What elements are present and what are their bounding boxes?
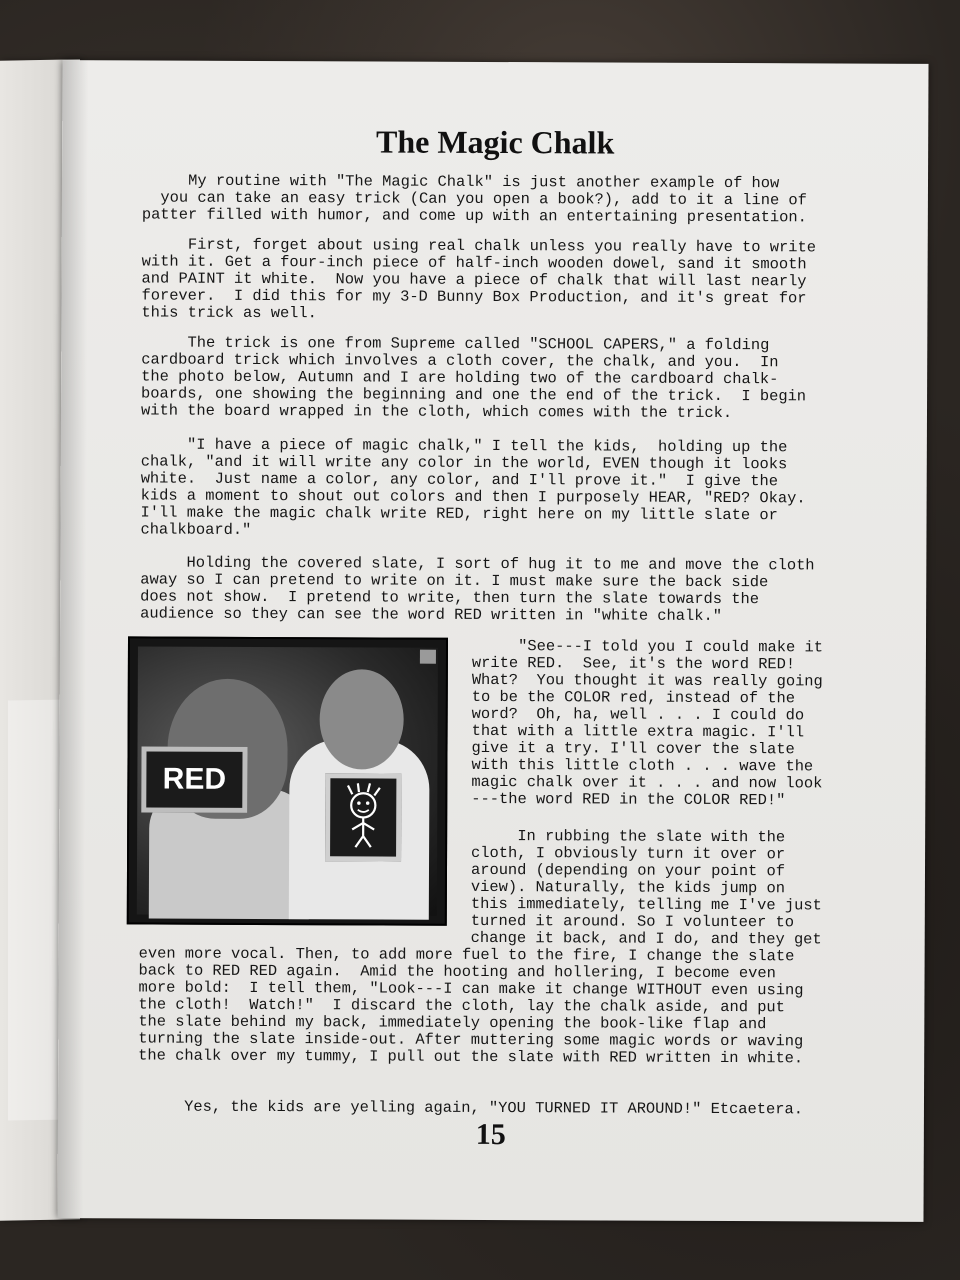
slate-drawing bbox=[325, 773, 401, 861]
booklet-page bbox=[57, 60, 928, 1222]
page-title: The Magic Chalk bbox=[375, 123, 615, 161]
photo-magician-and-child bbox=[127, 636, 448, 925]
photo-corner-mark bbox=[420, 650, 436, 664]
paragraph-patter: "I have a piece of magic chalk," I tell the kids, holding up the chalk, "and it will write any color in the world, EVEN though it looks white. Just name a color, any color, and I'll prove it." I give the kids a moment to shout out colors and then I purposely HEAR, "RED? Okay. I'll make the magic chalk write RED, right here on my little slate or chalkboard." bbox=[140, 435, 806, 539]
stick-figure-icon bbox=[330, 778, 396, 856]
paragraph-intro: My routine with "The Magic Chalk" is just another example of how you can take an easy trick (Can you open a book?), add to it a line of patter filled with humor, and come up with an entertaining presentation. bbox=[141, 171, 807, 227]
paragraph-closing: Yes, the kids are yelling again, "YOU TURNED IT AROUND!" Etcaetera. bbox=[137, 1097, 803, 1119]
paragraph-slate: Holding the covered slate, I sort of hug it to me and move the cloth away so I can pretend to write on it. I must make sure the back side does not show. I pretend to write, then turn the slate towards the audience so they can see the word RED written in "white chalk." bbox=[140, 553, 815, 625]
photo-child-head bbox=[319, 669, 403, 769]
paragraph-continuation: even more vocal. Then, to add more fuel to the fire, I change the slate back to RED RED again. Amid the hooting and hollering, I become even more bold: I tell them, "Look---I can make it change WITHOUT even using the cloth! Watch!" I discard the cloth, lay the chalk aside, and put the slate behind my back, immediately opening the book-like flap and turning the slate inside-out. After muttering some magic words or waving the chalk over my tummy, I pull out the slate with RED written in white. bbox=[138, 944, 804, 1068]
paragraph-side-rubbing: In rubbing the slate with the cloth, I obviously turn it over or around (depending on your point of view). Naturally, the kids jump on this immediately, telling me I've just turned it around. So I volunteer to change it back, and I do, and they get bbox=[470, 826, 822, 949]
slate-red-sign: RED bbox=[141, 746, 247, 812]
paragraph-side-see: "See---I told you I could make it write RED. See, it's the word RED! What? You thought it was really going to be the COLOR red, instead of the word? Oh, ha, well . . . I could do that with a little extra magic. I'll give it a try. I'll cover the slate with this little cloth . . . wave the magic chalk over it . . . and now look ---the word RED in the COLOR RED!" bbox=[471, 636, 823, 810]
paragraph-trick: The trick is one from Supreme called "SCHOOL CAPERS," a folding cardboard trick which involves a cloth cover, the chalk, and you. In the photo below, Autumn and I are holding two of the cardboard chalk- boards, one showing the beginning and one the end of the trick. I begin with the board wrapped in the cloth, which comes with the trick. bbox=[140, 333, 807, 423]
paragraph-chalk: First, forget about using real chalk unless you really have to write with it. Get a four-inch piece of half-inch wooden dowel, sand it smooth and PAINT it white. Now you have a piece of chalk that will last nearly forever. I did this for my 3-D Bunny Box Production, and it's great for this trick as well. bbox=[141, 235, 816, 323]
spine-shadow bbox=[57, 60, 88, 1218]
page-number: 15 bbox=[475, 1117, 506, 1152]
